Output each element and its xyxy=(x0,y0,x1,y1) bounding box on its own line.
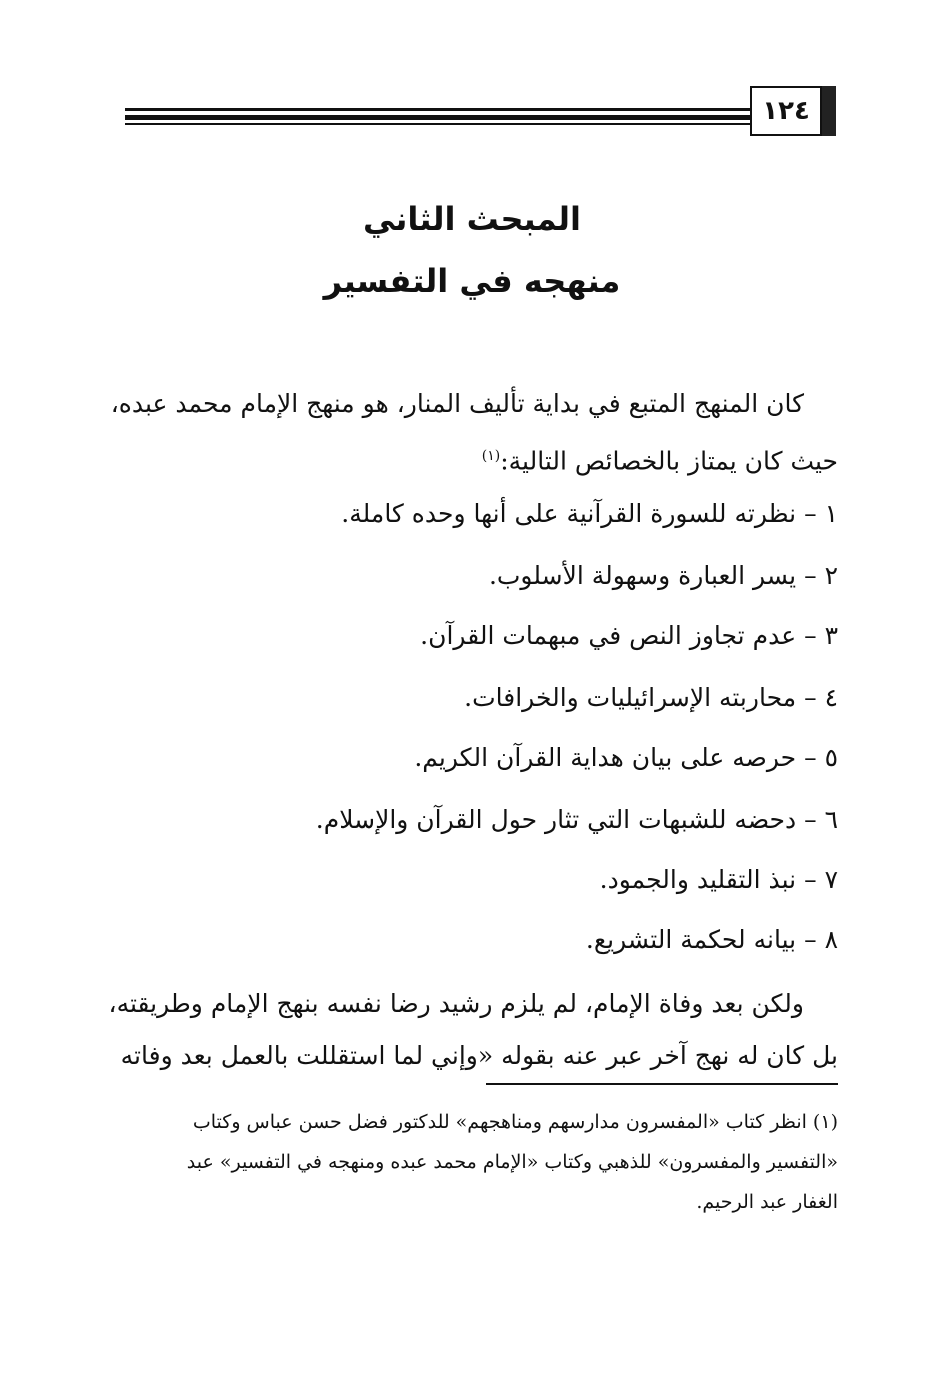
list-item-text: نظرته للسورة القرآنية على أنها وحده كاملة. xyxy=(341,499,797,528)
intro-paragraph xyxy=(106,378,838,487)
footnote-divider xyxy=(486,1083,838,1085)
footnote-line-2: «التفسير والمفسرون» للذهبي وكتاب «الإمام محمد عبده ومنهجه في التفسير» عبد xyxy=(186,1151,838,1173)
list-item xyxy=(586,920,838,960)
list-item-number: ١ – xyxy=(804,499,838,528)
list-item-text: حرصه على بيان هداية القرآن الكريم. xyxy=(414,743,797,772)
page-number-shadow xyxy=(822,86,836,136)
closing-paragraph xyxy=(106,978,838,1082)
list-item xyxy=(316,800,838,840)
list-item-text: نبذ التقليد والجمود. xyxy=(599,865,797,894)
list-item-number: ٣ – xyxy=(804,621,838,650)
footnote-line-1: (١) انظر كتاب «المفسرون مدارسهم ومناهجهم» للدكتور فضل حسن عباس وكتاب xyxy=(192,1111,838,1133)
list-item xyxy=(420,616,838,656)
list-item-number: ٢ – xyxy=(804,561,838,590)
list-item-text: دحضه للشبهات التي تثار حول القرآن والإسلام. xyxy=(315,805,797,834)
footnote-line-3: الغفار عبد الرحيم. xyxy=(696,1191,838,1213)
list-item-number: ٦ – xyxy=(804,805,838,834)
intro-line-2: حيث كان يمتاز بالخصائص التالية: xyxy=(500,446,838,476)
page-number: ١٢٤ xyxy=(750,86,822,136)
list-item-number: ٧ – xyxy=(804,865,838,894)
header-rule xyxy=(125,104,750,128)
section-subtitle: منهجه في التفسير xyxy=(323,262,621,300)
list-item-number: ٨ – xyxy=(804,925,838,954)
closing-line-2: بل كان له نهج آخر عبر عنه بقوله «وإني لما استقللت بالعمل بعد وفاته xyxy=(120,1041,838,1070)
footnote-reference[interactable]: (١) xyxy=(481,448,501,464)
list-item-text: يسر العبارة وسهولة الأسلوب. xyxy=(488,561,797,590)
list-item xyxy=(341,494,838,534)
intro-line-1: كان المنهج المتبع في بداية تأليف المنار، هو منهج الإمام محمد عبده، xyxy=(110,389,804,418)
list-item xyxy=(600,860,838,900)
list-item-text: بيانه لحكمة التشريع. xyxy=(585,925,797,954)
closing-line-1: ولكن بعد وفاة الإمام، لم يلزم رشيد رضا نفسه بنهج الإمام وطريقته، xyxy=(108,989,804,1018)
list-item xyxy=(464,678,838,718)
list-item-number: ٥ – xyxy=(804,743,838,772)
list-item xyxy=(489,556,838,596)
list-item-text: محاربته الإسرائيليات والخرافات. xyxy=(464,683,797,712)
intro-line-2-wrap xyxy=(106,430,838,487)
list-item-number: ٤ – xyxy=(804,683,838,712)
footnote xyxy=(106,1102,838,1222)
section-title: المبحث الثاني xyxy=(362,200,582,238)
list-item xyxy=(414,738,838,778)
list-item-text: عدم تجاوز النص في مبهمات القرآن. xyxy=(420,621,797,650)
